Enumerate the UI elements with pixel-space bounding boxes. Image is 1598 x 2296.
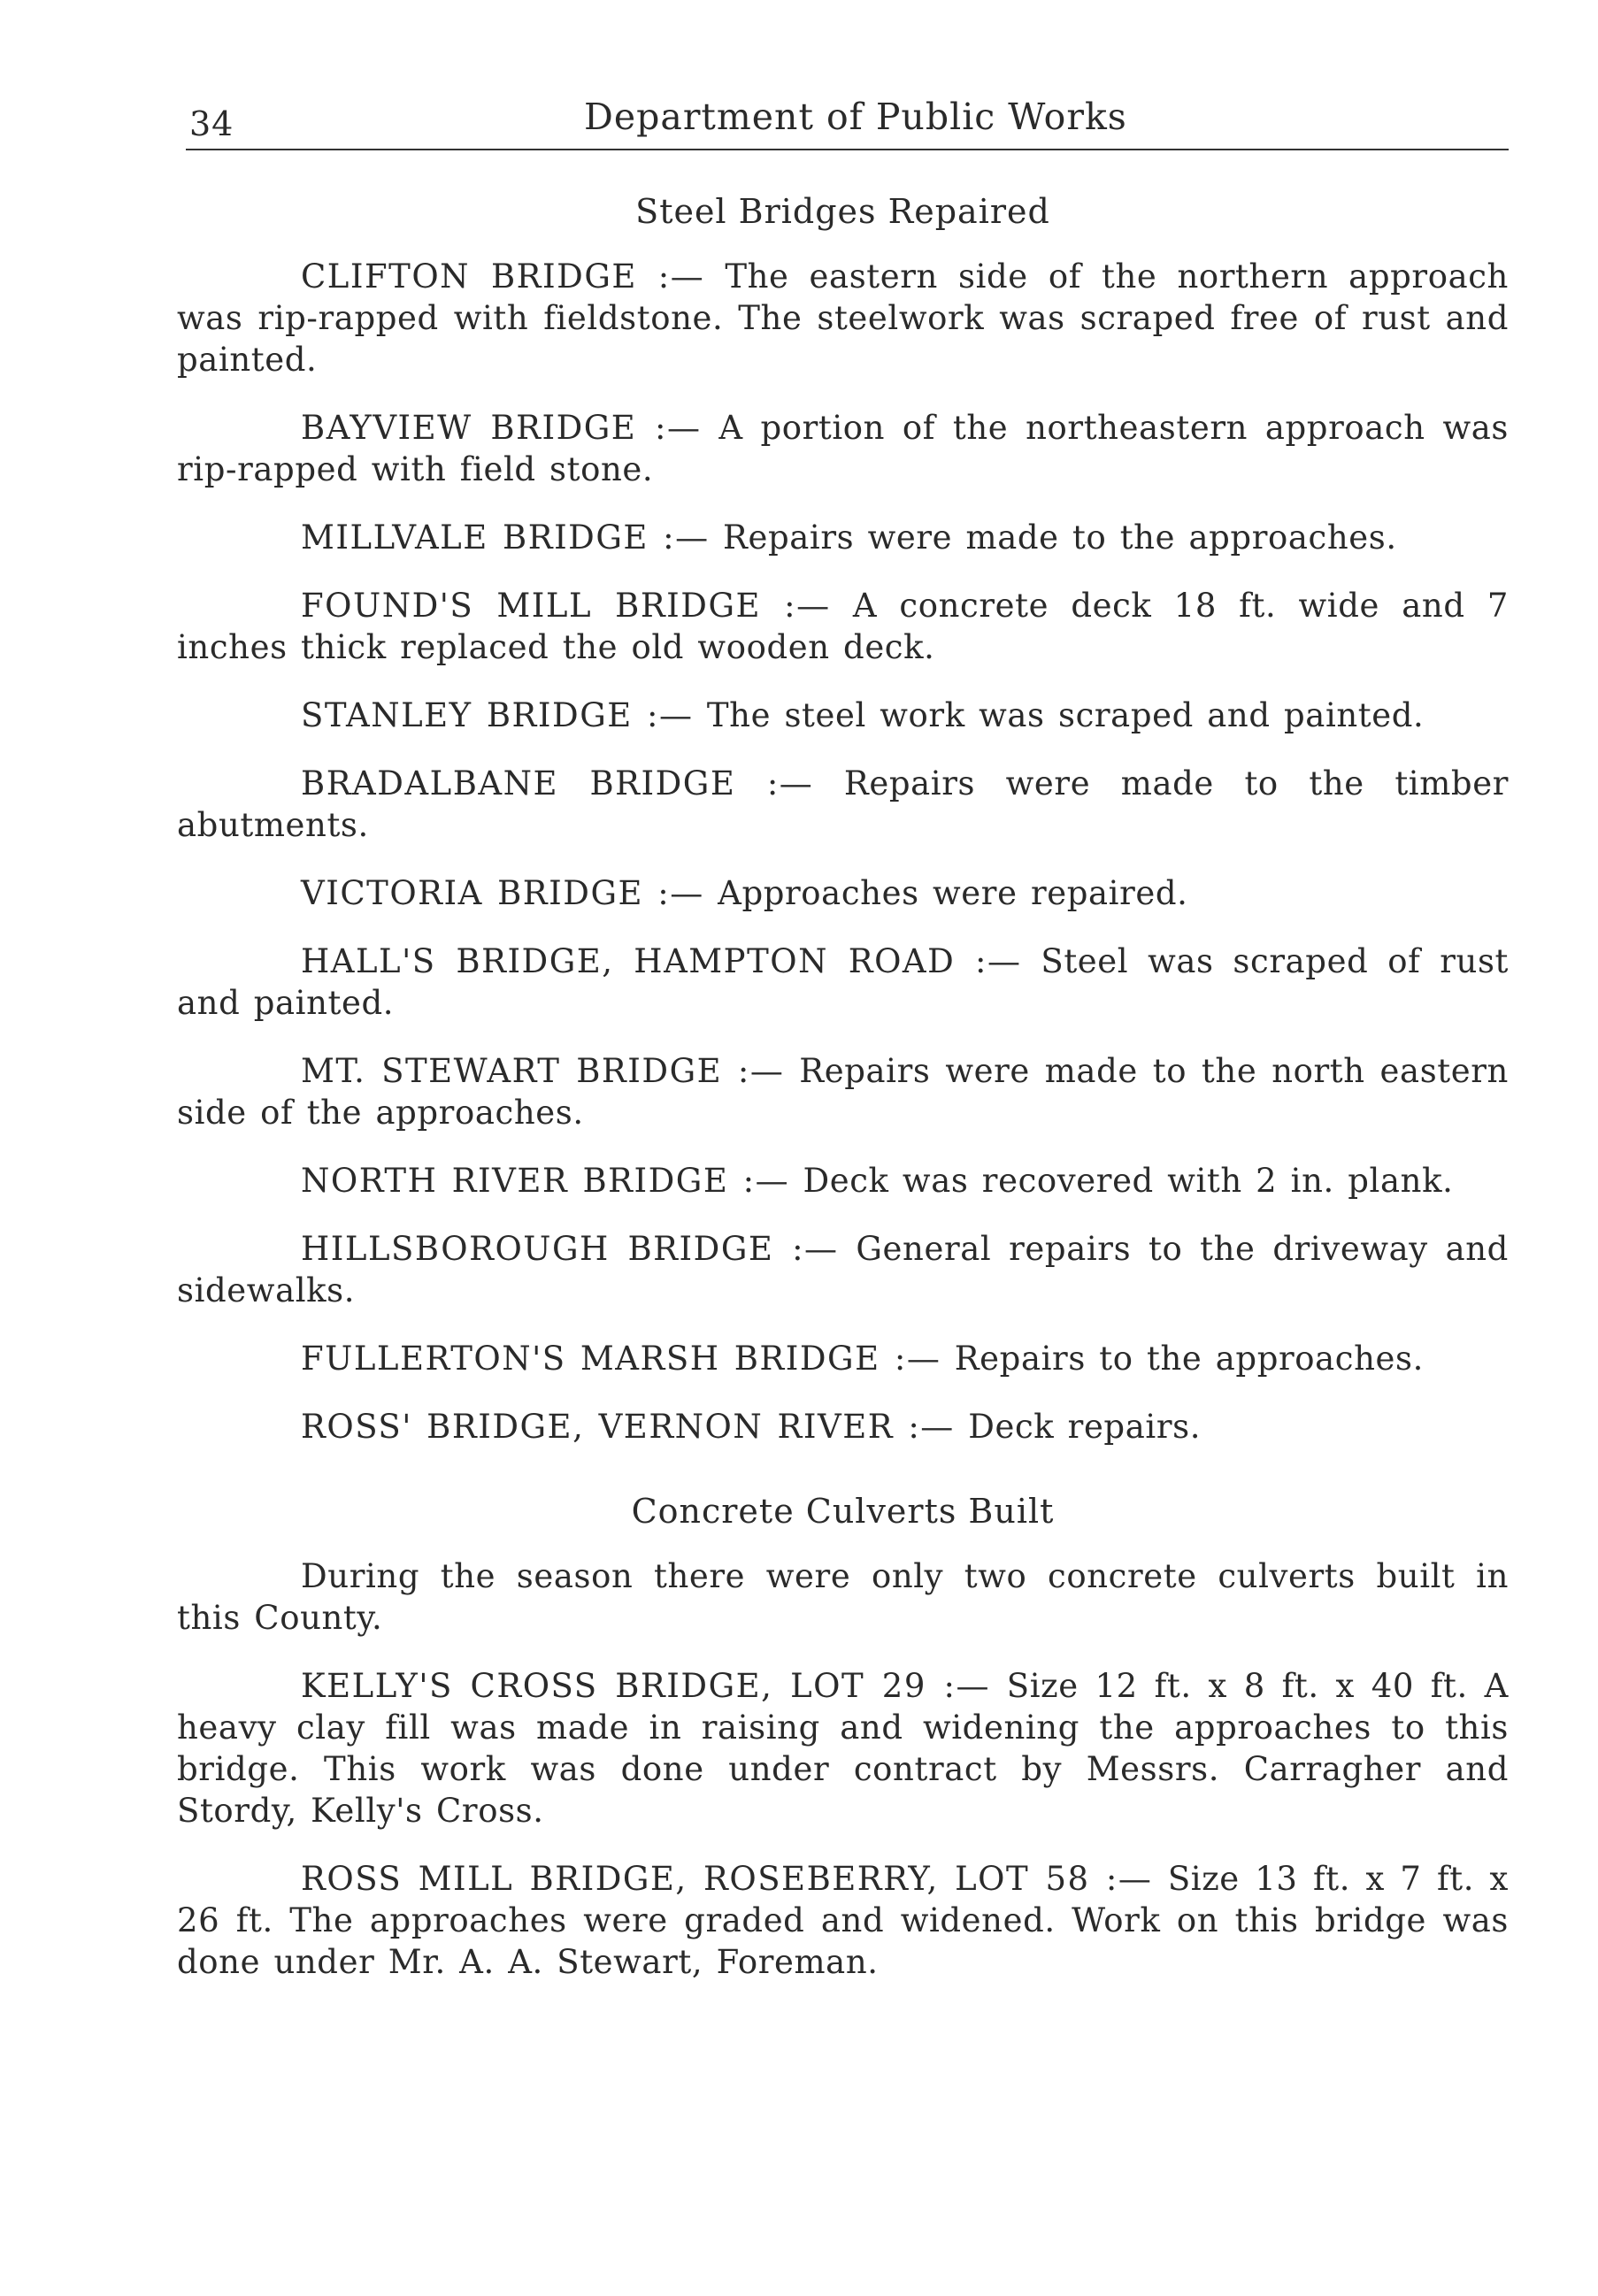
entry-name: BRADALBANE BRIDGE :— [301,764,814,802]
page-number: 34 [189,104,234,143]
entry-text: Steel was scraped of rust and painted. [177,942,1510,1022]
entry-text: Repairs were made to the north eastern side of the approaches. [177,1052,1509,1132]
entry-north-river-bridge [177,1160,1509,1202]
entry-halls-bridge [177,941,1509,1024]
entry-founds-mill-bridge [177,585,1509,668]
page-body [177,190,1509,2009]
entry-bayview-bridge [177,407,1509,490]
entry-millvale-bridge [177,517,1509,558]
entry-name: MILLVALE BRIDGE :— [301,518,710,557]
entry-text: Size 12 ft. x 8 ft. x 40 ft. A heavy clay fill was made in raising and widening the approaches to this bridge. This work was done under contract by Messrs. Carragher and Stordy, Kelly's Cross. [177,1667,1509,1830]
entry-kellys-cross-bridge [177,1665,1509,1831]
entry-name: FULLERTON'S MARSH BRIDGE :— [301,1340,941,1378]
section-heading-concrete-culverts: Concrete Culverts Built [631,1492,1055,1531]
entry-clifton-bridge [177,256,1509,380]
culverts-intro-paragraph: During the season there were only two concrete culverts built in this County. [177,1557,1509,1637]
entry-fullertons-marsh-bridge [177,1338,1509,1379]
entry-name: STANLEY BRIDGE :— [301,696,694,734]
entry-bradalbane-bridge [177,763,1509,846]
entry-text: Size 13 ft. x 7 ft. x 26 ft. The approaches were graded and widened. Work on this bridge was done under Mr. A. A. Stewart, Foreman. [177,1860,1509,1981]
entry-ross-bridge-vernon-river [177,1406,1509,1447]
entry-name: BAYVIEW BRIDGE :— [301,409,702,447]
entry-stanley-bridge [177,695,1509,736]
entry-text: Repairs to the approaches. [954,1340,1424,1378]
page-header [186,88,1509,157]
entry-name: HILLSBOROUGH BRIDGE :— [301,1230,839,1268]
entry-text: Approaches were repaired. [718,874,1188,912]
header-rule [186,149,1509,150]
entry-text: A portion of the northeastern approach was rip-rapped with field stone. [177,409,1509,488]
entry-name: ROSS MILL BRIDGE, ROSEBERRY, LOT 58 :— [301,1860,1153,1898]
entry-name: KELLY'S CROSS BRIDGE, LOT 29 :— [301,1667,991,1705]
entry-name: CLIFTON BRIDGE :— [301,257,705,296]
entry-name: MT. STEWART BRIDGE :— [301,1052,785,1090]
entry-text: General repairs to the driveway and sidewalks. [177,1230,1509,1309]
section-heading-steel-bridges: Steel Bridges Repaired [635,192,1050,231]
entry-name: ROSS' BRIDGE, VERNON RIVER :— [301,1408,955,1446]
entry-name: HALL'S BRIDGE, HAMPTON ROAD :— [301,942,1022,980]
entry-name: NORTH RIVER BRIDGE :— [301,1162,790,1200]
entry-text: Repairs were made to the timber abutments. [177,764,1509,844]
entry-text: The steel work was scraped and painted. [706,696,1425,734]
entry-text: Repairs were made to the approaches. [723,518,1397,557]
entry-text: Deck was recovered with 2 in. plank. [803,1162,1454,1200]
entry-text: Deck repairs. [968,1408,1202,1446]
entry-mt-stewart-bridge [177,1050,1509,1133]
entry-ross-mill-bridge [177,1858,1509,1983]
entry-victoria-bridge [177,872,1509,914]
entry-name: VICTORIA BRIDGE :— [301,874,704,912]
running-title: Department of Public Works [584,96,1127,138]
entry-name: FOUND'S MILL BRIDGE :— [301,587,831,625]
entry-text: A concrete deck 18 ft. wide and 7 inches thick replaced the old wooden deck. [177,587,1509,666]
entry-text: The eastern side of the northern approach was rip-rapped with fieldstone. The steelwork was scraped free of rust and painted. [177,257,1509,379]
entry-hillsborough-bridge [177,1228,1509,1311]
